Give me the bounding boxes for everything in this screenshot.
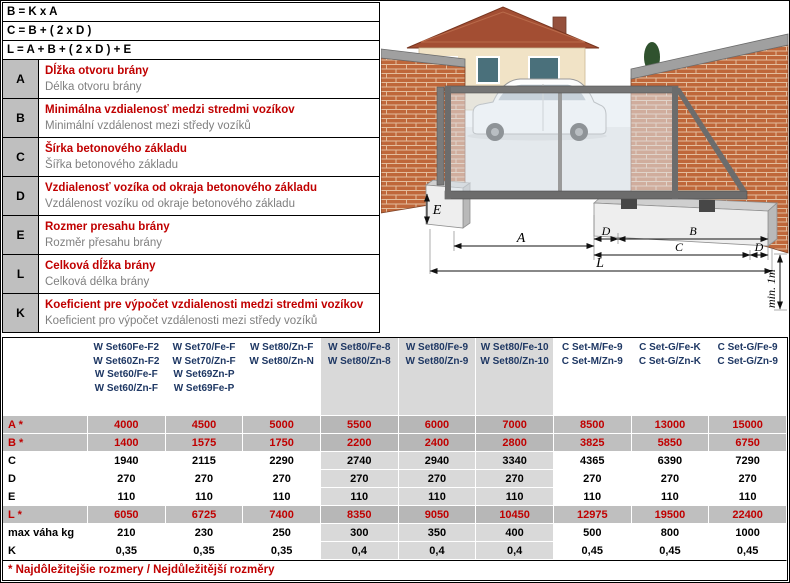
- legend-row: [3, 99, 380, 138]
- legend-desc: [39, 255, 380, 294]
- dim-label-d-right: D: [754, 240, 764, 254]
- spec-column-header-line: W Set80/Zn-8: [327, 355, 391, 367]
- legend-row: [3, 60, 380, 99]
- spec-column-header-line: W Set70/Zn-F: [172, 355, 236, 367]
- formula-c: C = B + ( 2 x D ): [3, 22, 380, 41]
- spec-column-header-line: W Set60Fe-F2: [93, 342, 160, 353]
- spec-column-header: [476, 338, 554, 416]
- legend-desc: [39, 99, 380, 138]
- spec-row-label: K: [3, 542, 88, 560]
- spec-cell: 2115: [166, 452, 244, 470]
- spec-column-header-line: W Set80/Zn-9: [405, 355, 469, 367]
- spec-cell: 110: [243, 488, 321, 506]
- spec-column-header-line: W Set80/Fe-9: [405, 342, 469, 353]
- legend-text-cz: Vzdálenost vozíku od okraje betonového základu: [45, 198, 295, 210]
- legend-row: [3, 177, 380, 216]
- dim-label-a: A: [516, 231, 526, 246]
- spec-column-header: [709, 338, 787, 416]
- spec-cell: 1575: [166, 434, 244, 452]
- legend-desc: [39, 177, 380, 216]
- spec-cell: 2800: [476, 434, 554, 452]
- gate-bottom-rail: [445, 191, 747, 199]
- spec-cell: 0,45: [554, 542, 632, 560]
- spec-column-header: [399, 338, 477, 416]
- legend-key: A: [3, 60, 39, 99]
- spec-cell: 2400: [399, 434, 477, 452]
- spec-column-header-line: W Set60/Zn-F: [94, 382, 158, 394]
- gate-right-stile: [672, 86, 678, 199]
- spec-cell: 15000: [709, 416, 787, 434]
- spec-column-header: [166, 338, 244, 416]
- spec-cell: 0,4: [476, 542, 554, 560]
- spec-table-wrap: [2, 337, 788, 581]
- spec-row-label: D: [3, 470, 88, 488]
- gate-post: [437, 87, 444, 185]
- formula-l: L = A + B + ( 2 x D ) + E: [3, 41, 380, 60]
- dim-label-min-1m: min. 1m: [764, 269, 778, 308]
- spec-cell: 2200: [321, 434, 399, 452]
- spec-row-label: max váha kg: [3, 524, 88, 542]
- legend-key: B: [3, 99, 39, 138]
- spec-column-header-line: W Set60/Fe-F: [94, 369, 158, 380]
- spec-cell: 5000: [243, 416, 321, 434]
- spec-cell: 5850: [632, 434, 710, 452]
- legend-text-cz: Celková délka brány: [45, 276, 150, 288]
- spec-column-header-line: W Set60Zn-F2: [93, 355, 160, 367]
- legend-row: [3, 216, 380, 255]
- spec-cell: 0,4: [321, 542, 399, 560]
- spec-cell: 0,4: [399, 542, 477, 560]
- spec-cell: 800: [632, 524, 710, 542]
- spec-cell: 6725: [166, 506, 244, 524]
- legend-row: [3, 138, 380, 177]
- legend-text-sk: Dĺžka otvoru brány: [45, 65, 149, 77]
- spec-cell: 300: [321, 524, 399, 542]
- legend-key: E: [3, 216, 39, 255]
- spec-column-header-line: W Set69Fe-P: [173, 382, 235, 394]
- spec-column-header-line: C Set-G/Zn-9: [717, 355, 778, 367]
- spec-column-header-line: C Set-G/Zn-K: [638, 355, 702, 367]
- spec-cell: 3825: [554, 434, 632, 452]
- spec-column-header-line: C Set-G/Fe-K: [639, 342, 701, 353]
- window-icon: [477, 57, 499, 83]
- spec-row: [3, 434, 787, 452]
- spec-cell: 10450: [476, 506, 554, 524]
- legend-table: [2, 2, 380, 333]
- spec-cell: 7290: [709, 452, 787, 470]
- legend-body: [3, 3, 380, 333]
- dim-label-l: L: [596, 256, 604, 271]
- spec-row-label: L *: [3, 506, 88, 524]
- legend-desc: [39, 138, 380, 177]
- legend-desc: [39, 294, 380, 333]
- legend-text-cz: Délka otvoru brány: [45, 81, 142, 93]
- spec-cell: 270: [554, 470, 632, 488]
- spec-cell: 270: [166, 470, 244, 488]
- gate-mid-bar: [558, 93, 562, 192]
- spec-cell: 2940: [399, 452, 477, 470]
- spec-cell: 1400: [88, 434, 166, 452]
- spec-column-header: [554, 338, 632, 416]
- spec-cell: 8350: [321, 506, 399, 524]
- spec-cell: 500: [554, 524, 632, 542]
- formula-row: [3, 22, 380, 41]
- spec-cell: 210: [88, 524, 166, 542]
- spec-footnote-row: [3, 560, 787, 580]
- spec-cell: 4365: [554, 452, 632, 470]
- spec-cell: 110: [399, 488, 477, 506]
- spec-cell: 110: [166, 488, 244, 506]
- dim-label-e: E: [432, 203, 442, 218]
- spec-cell: 110: [554, 488, 632, 506]
- spec-column-header: [321, 338, 399, 416]
- spec-cell: 270: [243, 470, 321, 488]
- legend-text-sk: Rozmer presahu brány: [45, 221, 170, 233]
- formula-b: B = K x A: [3, 3, 380, 22]
- legend-row: [3, 255, 380, 294]
- spec-cell: 6000: [399, 416, 477, 434]
- legend-text-cz: Koeficient pro výpočet vzdálenosti mezi středy vozíků: [45, 315, 318, 327]
- spec-column-header-line: W Set80/Fe-8: [328, 342, 391, 353]
- spec-cell: 1000: [709, 524, 787, 542]
- legend-text-sk: Minimálna vzdialenosť medzi stredmi vozíkov: [45, 104, 295, 116]
- spec-cell: 250: [243, 524, 321, 542]
- dim-label-b: B: [689, 224, 697, 238]
- legend-text-cz: Rozměr přesahu brány: [45, 237, 162, 249]
- spec-cell: 1940: [88, 452, 166, 470]
- formula-row: [3, 41, 380, 60]
- spec-cell: 270: [476, 470, 554, 488]
- spec-column-header-line: C Set-G/Fe-9: [717, 342, 778, 353]
- spec-cell: 110: [88, 488, 166, 506]
- spec-column-header-line: W Set69Zn-P: [173, 369, 235, 380]
- spec-cell: 2740: [321, 452, 399, 470]
- spec-cell: 110: [476, 488, 554, 506]
- spec-cell: 5500: [321, 416, 399, 434]
- spec-cell: 6050: [88, 506, 166, 524]
- spec-column-header: [243, 338, 321, 416]
- spec-cell: 9050: [399, 506, 477, 524]
- dim-label-c: C: [674, 240, 684, 254]
- spec-cell: 0,35: [243, 542, 321, 560]
- spec-column-header-line: C Set-M/Zn-9: [561, 355, 623, 367]
- spec-column-header: [632, 338, 710, 416]
- spec-column-header: [88, 338, 166, 416]
- spec-cell: 7000: [476, 416, 554, 434]
- spec-cell: 270: [709, 470, 787, 488]
- spec-row-label: A *: [3, 416, 88, 434]
- legend-row: [3, 294, 380, 333]
- spec-cell: 270: [88, 470, 166, 488]
- gate-left-stile: [445, 86, 451, 199]
- spec-cell: 270: [632, 470, 710, 488]
- spec-cell: 270: [399, 470, 477, 488]
- legend-key: K: [3, 294, 39, 333]
- spec-header-row: [3, 338, 787, 416]
- spec-cell: 230: [166, 524, 244, 542]
- spec-cell: 4000: [88, 416, 166, 434]
- spec-cell: 350: [399, 524, 477, 542]
- legend-text-sk: Koeficient pre výpočet vzdialenosti medzi stredmi vozíkov: [45, 299, 364, 311]
- legend-text-cz: Šířka betonového základu: [45, 159, 178, 171]
- spec-corner-cell: [3, 338, 88, 416]
- spec-row: [3, 416, 787, 434]
- spec-cell: 22400: [709, 506, 787, 524]
- spec-cell: 400: [476, 524, 554, 542]
- spec-column-header-line: W Set80/Zn-F: [249, 342, 314, 353]
- spec-cell: 3340: [476, 452, 554, 470]
- table-footnote: * Najdôležitejšie rozmery / Nejdůležitější rozměry: [3, 560, 787, 580]
- legend-desc: [39, 216, 380, 255]
- legend-key: D: [3, 177, 39, 216]
- legend-key: C: [3, 138, 39, 177]
- legend-desc: [39, 60, 380, 99]
- spec-table: [2, 337, 788, 581]
- legend-key: L: [3, 255, 39, 294]
- spec-row-label: E: [3, 488, 88, 506]
- spec-cell: 6750: [709, 434, 787, 452]
- spec-cell: 1750: [243, 434, 321, 452]
- spec-row: [3, 524, 787, 542]
- spec-cell: 0,45: [632, 542, 710, 560]
- legend-text-sk: Šírka betonového základu: [45, 143, 187, 155]
- spec-cell: 2290: [243, 452, 321, 470]
- spec-cell: 12975: [554, 506, 632, 524]
- dim-label-d-left: D: [601, 224, 611, 238]
- formula-row: [3, 3, 380, 22]
- spec-column-header-line: C Set-M/Fe-9: [561, 342, 623, 353]
- spec-cell: 110: [632, 488, 710, 506]
- gate-top-rail: [445, 86, 678, 93]
- legend-text-cz: Minimální vzdálenost mezi středy vozíků: [45, 120, 251, 132]
- spec-column-header-line: W Set80/Zn-N: [249, 355, 314, 367]
- spec-row-label: C: [3, 452, 88, 470]
- spec-column-header-line: W Set70/Fe-F: [172, 342, 236, 353]
- legend-text-sk: Celková dĺžka brány: [45, 260, 156, 272]
- spec-column-header-line: W Set80/Zn-10: [480, 355, 549, 367]
- spec-row-label: B *: [3, 434, 88, 452]
- spec-row: [3, 488, 787, 506]
- spec-cell: 19500: [632, 506, 710, 524]
- spec-cell: 0,45: [709, 542, 787, 560]
- diagram-svg: [381, 1, 789, 335]
- spec-cell: 270: [321, 470, 399, 488]
- spec-row: [3, 542, 787, 560]
- spec-cell: 0,35: [166, 542, 244, 560]
- gate-diagram: [381, 1, 789, 335]
- spec-cell: 110: [709, 488, 787, 506]
- spec-cell: 4500: [166, 416, 244, 434]
- spec-row: [3, 506, 787, 524]
- spec-cell: 0,35: [88, 542, 166, 560]
- spec-cell: 8500: [554, 416, 632, 434]
- spec-cell: 7400: [243, 506, 321, 524]
- legend-text-sk: Vzdialenosť vozíka od okraja betonového základu: [45, 182, 317, 194]
- spec-cell: 6390: [632, 452, 710, 470]
- spec-column-header-line: W Set80/Fe-10: [480, 342, 549, 353]
- spec-row: [3, 470, 787, 488]
- spec-cell: 110: [321, 488, 399, 506]
- spec-row: [3, 452, 787, 470]
- spec-cell: 13000: [632, 416, 710, 434]
